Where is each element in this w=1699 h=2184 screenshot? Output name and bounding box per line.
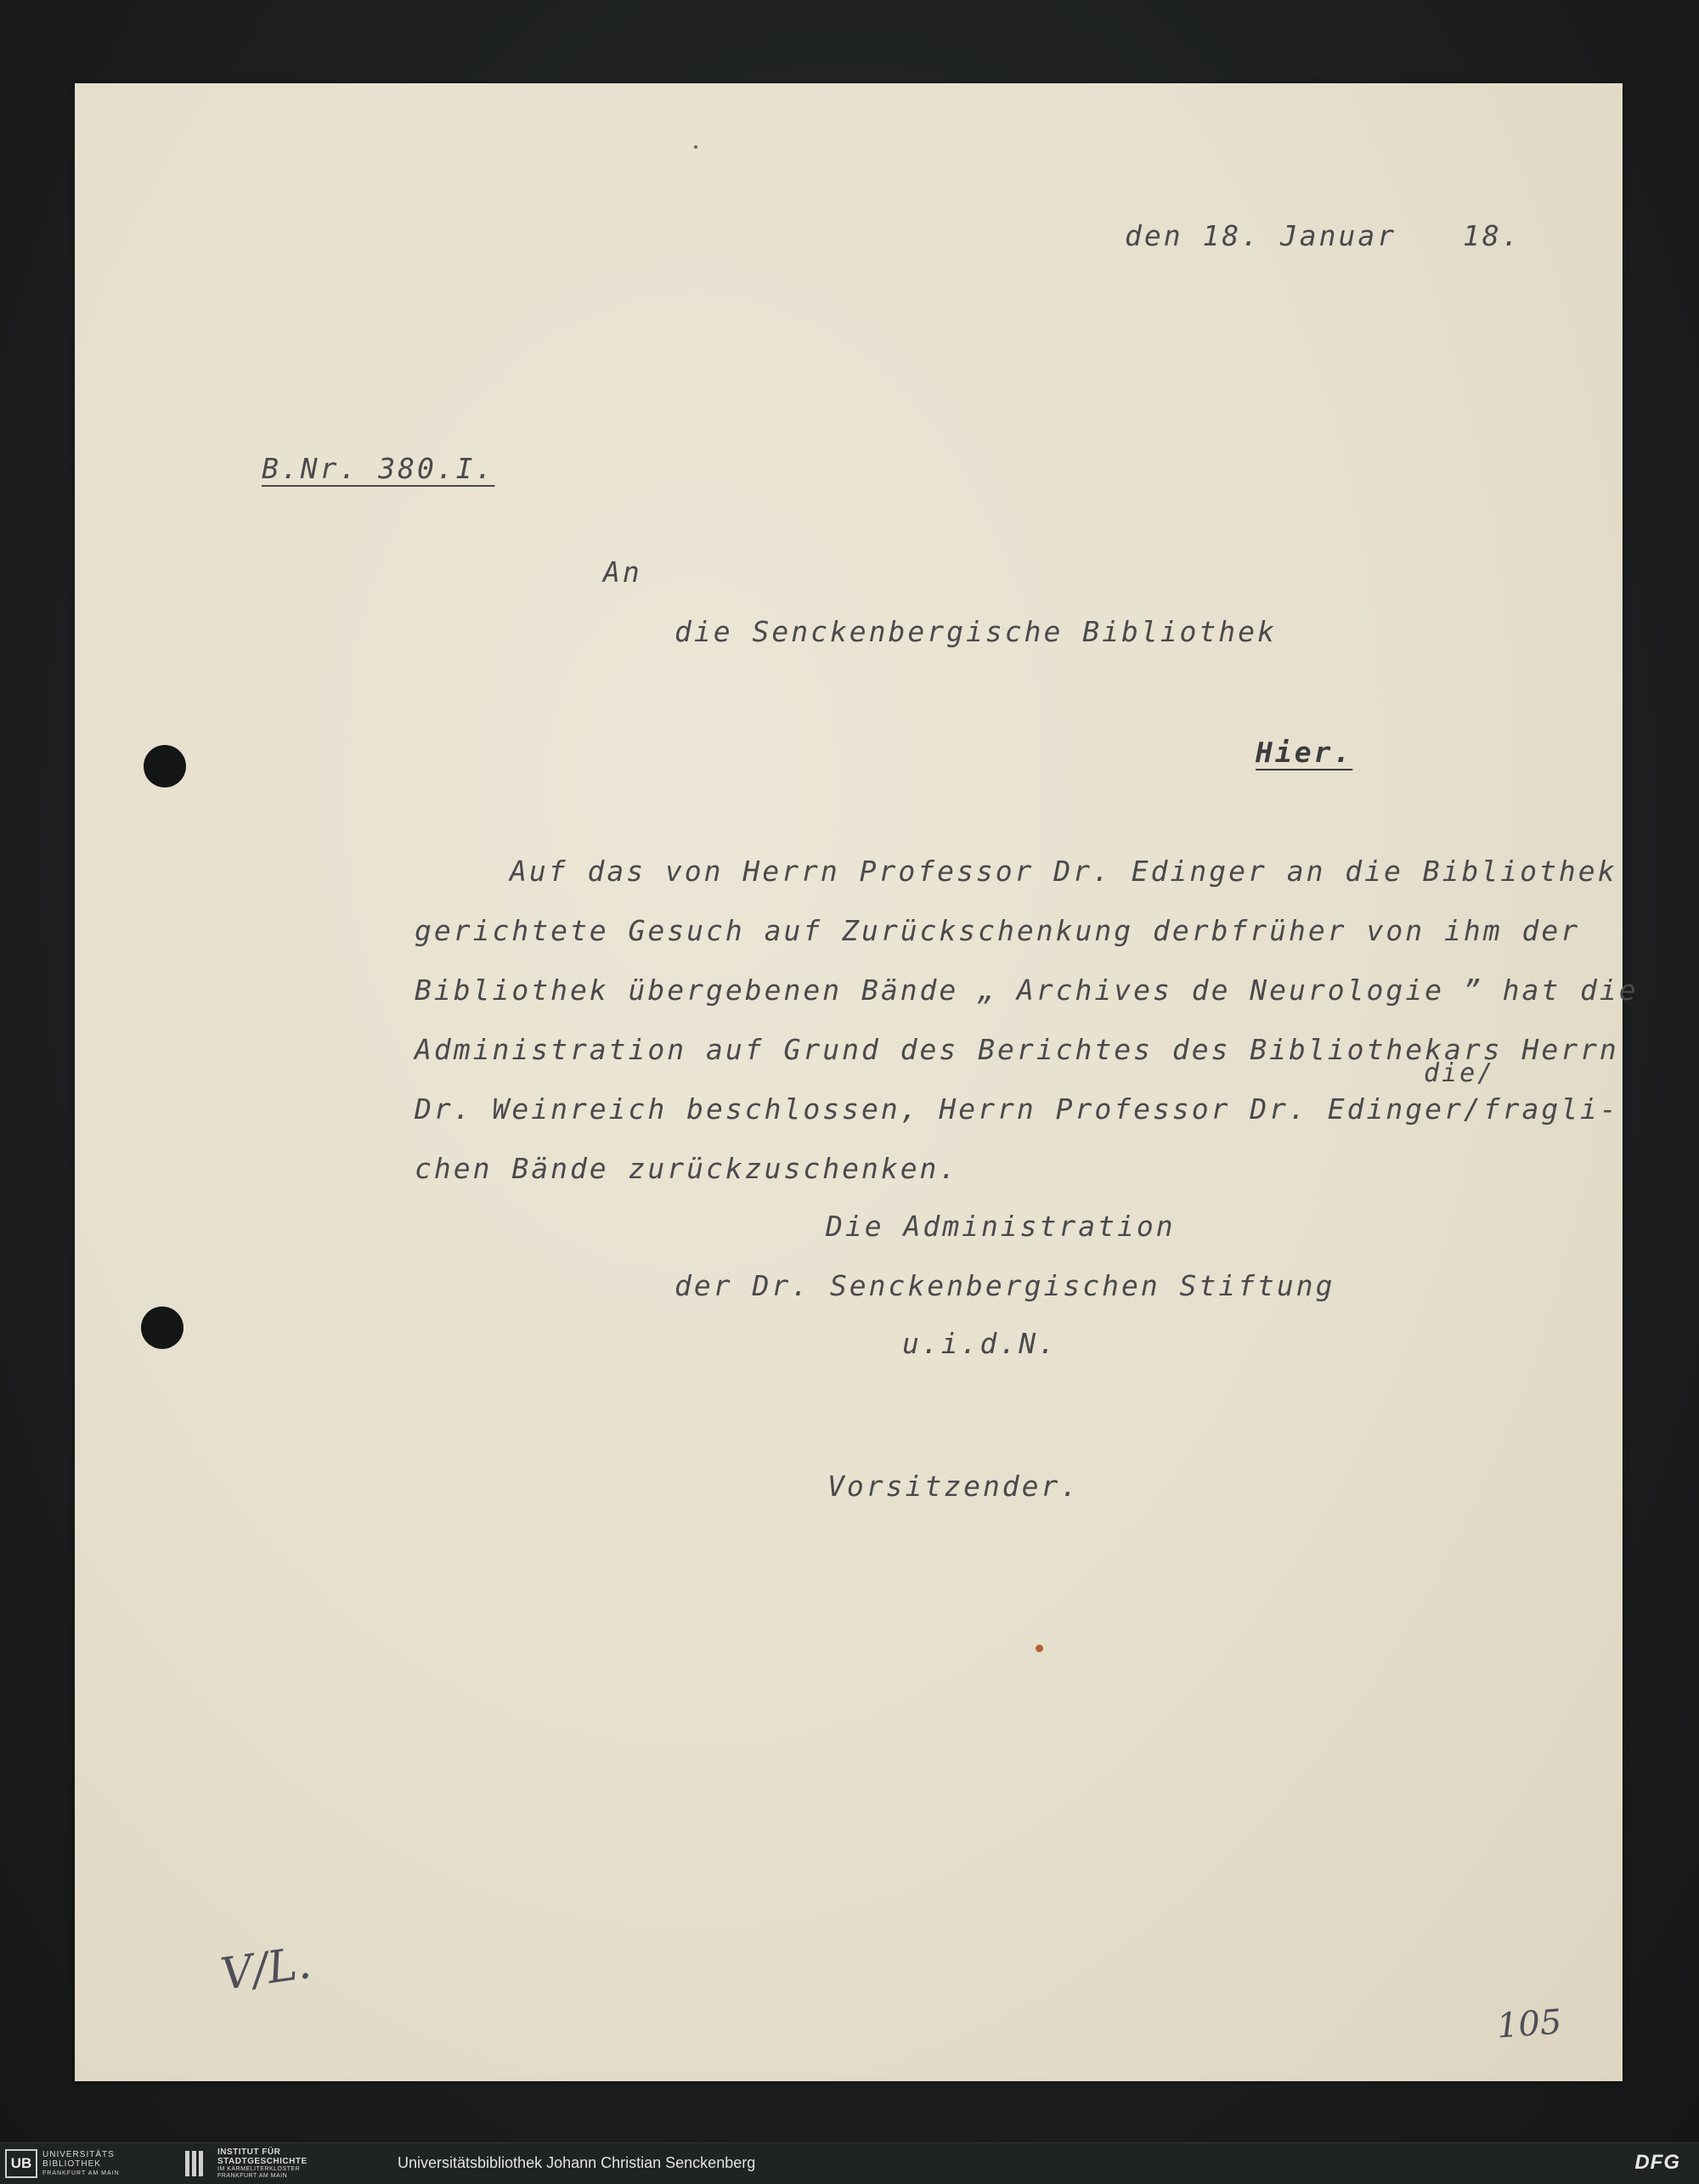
isg-logo-line: INSTITUT FÜR (217, 2147, 281, 2157)
body-line-1: Auf das von Herrn Professor Dr. Edinger an die Bibliothek (510, 855, 1617, 888)
letter-page (75, 83, 1639, 2081)
ub-logo[interactable] (5, 2150, 120, 2177)
recipient: die Senckenbergische Bibliothek (675, 615, 1277, 648)
viewer-footer (0, 2142, 1699, 2184)
ub-logo-icon: UB (5, 2149, 37, 2178)
body-line-4: Administration auf Grund des Berichtes des Bibliothekars Herrn (415, 1033, 1619, 1066)
chair-title: Vorsitzender. (827, 1470, 1081, 1503)
handwritten-insertion: die/ (1424, 1058, 1496, 1088)
isg-logo-line: FRANKFURT AM MAIN (217, 2173, 288, 2179)
dfg-logo[interactable]: DFG (1634, 2151, 1680, 2174)
body-line-6: chen Bände zurückzuschenken. (415, 1152, 959, 1185)
paper-speck (694, 145, 697, 149)
isg-logo[interactable] (185, 2147, 308, 2179)
folio-number: 105 (1495, 2002, 1563, 2046)
body-line-2: gerichtete Gesuch auf Zurückschenkung derbfrüher von ihm der (415, 914, 1581, 947)
signature-line-1: Die Administration (826, 1210, 1176, 1243)
reference-number: B.Nr. 380.I. (262, 452, 495, 485)
body-line-5: Dr. Weinreich beschlossen, Herrn Professor Dr. Edinger/fragli- (415, 1092, 1619, 1126)
body-line-3: Bibliothek übergebenen Bände „ Archives de Neurologie ” hat die (415, 973, 1639, 1007)
library-name[interactable]: Universitätsbibliothek Johann Christian Senckenberg (398, 2154, 756, 2171)
punch-hole-top (144, 745, 186, 787)
letter-date-year: 18. (1463, 219, 1521, 252)
isg-logo-line: STADTGESCHICHTE (217, 2157, 308, 2166)
ub-logo-line: UNIVERSITÄTS (42, 2149, 115, 2159)
isg-logo-icon (185, 2151, 211, 2176)
signature-line-3: u.i.d.N. (902, 1327, 1058, 1360)
handwritten-mark: V/L. (217, 1937, 314, 2001)
signature-line-2: der Dr. Senckenbergischen Stiftung (675, 1269, 1335, 1302)
isg-logo-line: IM KARMELITERKLOSTER (217, 2166, 301, 2172)
ub-logo-line: BIBLIOTHEK (42, 2159, 101, 2169)
letter-date: den 18. Januar (1125, 219, 1397, 252)
rust-spot (1036, 1645, 1043, 1652)
ub-logo-line: FRANKFURT AM MAIN (42, 2170, 120, 2176)
recipient-location: Hier. (1256, 736, 1353, 769)
punch-hole-bottom (141, 1306, 183, 1349)
salutation: An (603, 556, 642, 589)
